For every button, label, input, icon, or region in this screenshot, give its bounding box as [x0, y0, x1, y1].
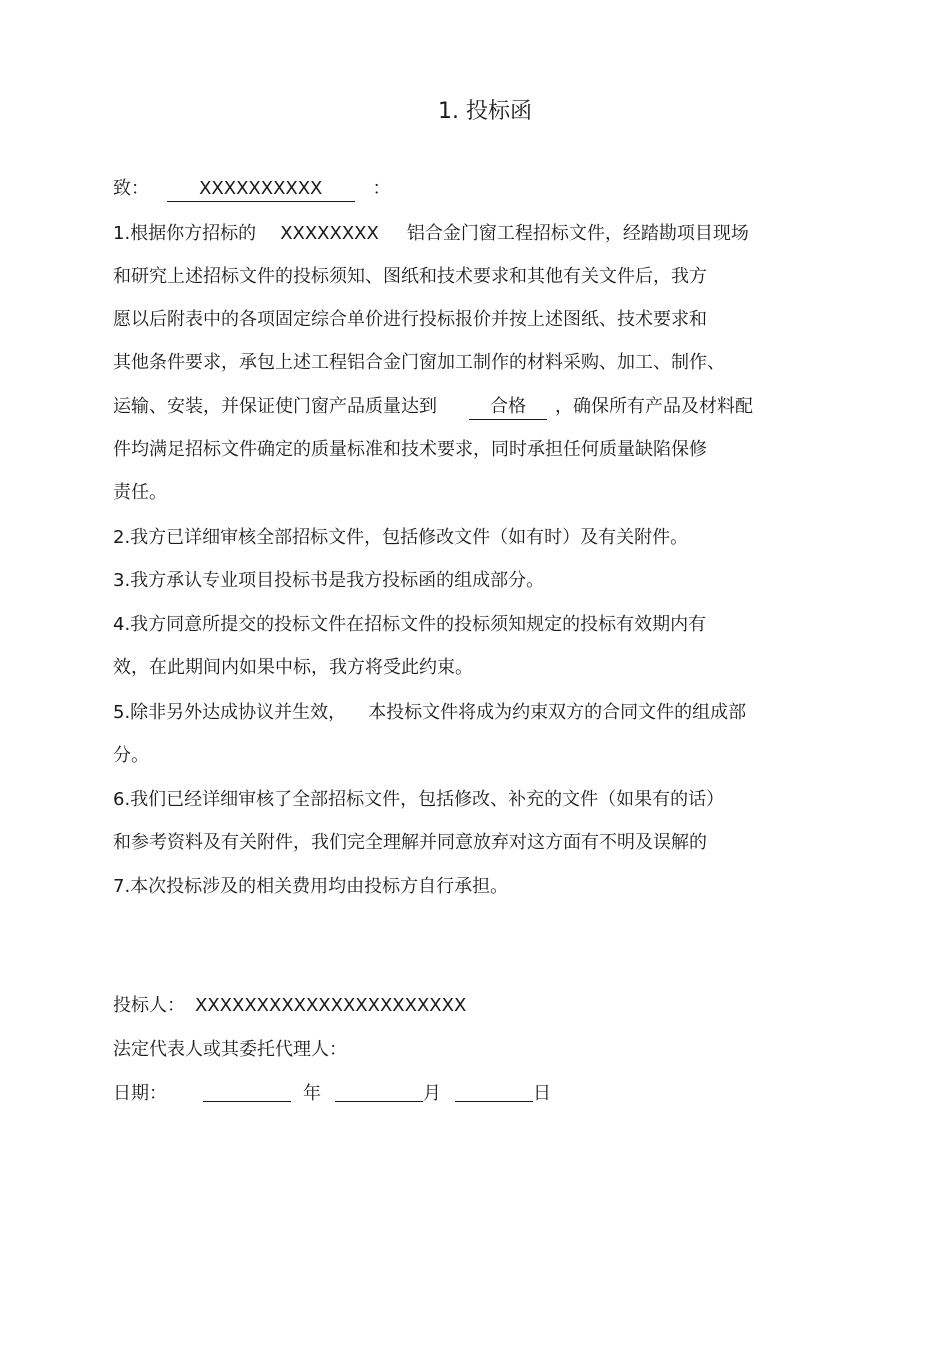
p1-text-a: 1.根据你方招标的 — [113, 223, 257, 244]
p1-text-b: 铝合金门窗工程招标文件，经踏勘项目现场 — [406, 223, 749, 244]
bidder-label: 投标人： — [113, 995, 185, 1016]
paragraph-1-line-1 — [113, 221, 749, 247]
paragraph-1-line-5 — [113, 394, 753, 420]
project-name: XXXXXXXX — [280, 223, 379, 244]
addressee-suffix: ： — [372, 178, 391, 199]
bidder-value: XXXXXXXXXXXXXXXXXXXXXX — [195, 995, 467, 1016]
addressee-prefix: 致： — [113, 178, 149, 199]
paragraph-5-line-1 — [113, 700, 746, 726]
p5-text-a: 5.除非另外达成协议并生效， — [113, 702, 347, 723]
paragraph-4-line-1: 4.我方同意所提交的投标文件在招标文件的投标须知规定的投标有效期内有 — [113, 614, 707, 635]
day-blank — [455, 1081, 533, 1102]
addressee-line — [113, 176, 390, 202]
year-blank — [203, 1081, 291, 1102]
paragraph-1-line-7: 责任。 — [113, 482, 167, 503]
bidder-line — [113, 993, 466, 1019]
date-line — [113, 1081, 551, 1107]
day-label: 日 — [533, 1083, 551, 1104]
month-label: 月 — [423, 1083, 441, 1104]
paragraph-2: 2.我方已详细审核全部招标文件，包括修改文件（如有时）及有关附件。 — [113, 527, 689, 548]
representative-label: 法定代表人或其委托代理人： — [113, 1039, 347, 1060]
addressee-name: XXXXXXXXXX — [167, 177, 355, 202]
paragraph-6-line-2: 和参考资料及有关附件，我们完全理解并同意放弃对这方面有不明及误解的 — [113, 832, 707, 853]
p1-text-l5b: ，确保所有产品及材料配 — [555, 396, 753, 417]
paragraph-1-line-3: 愿以后附表中的各项固定综合单价进行投标报价并按上述图纸、技术要求和 — [113, 309, 707, 330]
paragraph-1-line-6: 件均满足招标文件确定的质量标准和技术要求，同时承担任何质量缺陷保修 — [113, 439, 707, 460]
paragraph-1-line-4: 其他条件要求，承包上述工程铝合金门窗加工制作的材料采购、加工、制作、 — [113, 352, 725, 373]
date-label: 日期： — [113, 1083, 167, 1104]
page-title: 1. 投标函 — [438, 99, 532, 124]
paragraph-5-line-2: 分。 — [113, 745, 149, 766]
paragraph-3: 3.我方承认专业项目投标书是我方投标函的组成部分。 — [113, 570, 545, 591]
paragraph-7: 7.本次投标涉及的相关费用均由投标方自行承担。 — [113, 876, 509, 897]
p5-text-b: 本投标文件将成为约束双方的合同文件的组成部 — [368, 702, 747, 723]
paragraph-1-line-2: 和研究上述招标文件的投标须知、图纸和技术要求和其他有关文件后，我方 — [113, 266, 707, 287]
paragraph-4-line-2: 效，在此期间内如果中标，我方将受此约束。 — [113, 657, 473, 678]
year-label: 年 — [303, 1083, 321, 1104]
paragraph-6-line-1: 6.我们已经详细审核了全部招标文件，包括修改、补充的文件（如果有的话） — [113, 789, 725, 810]
quality-level: 合格 — [469, 395, 547, 420]
month-blank — [335, 1081, 423, 1102]
p1-text-l5a: 运输、安装，并保证使门窗产品质量达到 — [113, 396, 437, 417]
